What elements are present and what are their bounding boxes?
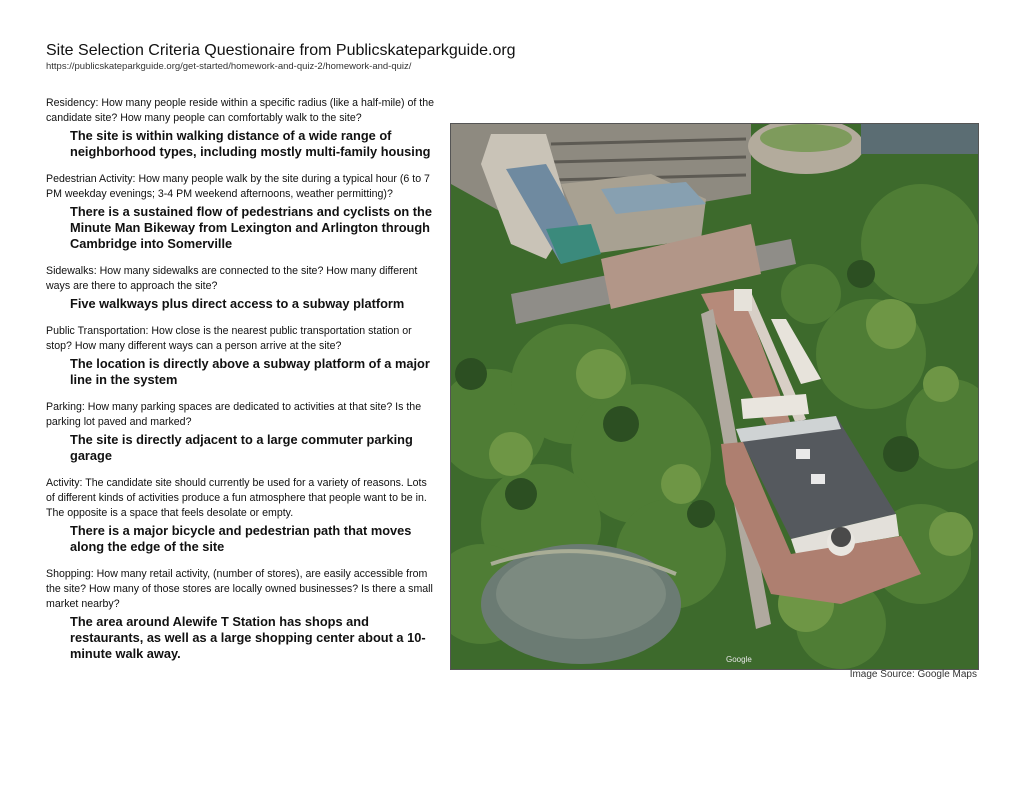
criterion-activity bbox=[46, 476, 438, 555]
question-text: Sidewalks: How many sidewalks are connected to the site? How many different ways are there to approach the site? bbox=[46, 265, 418, 292]
criterion-parking bbox=[46, 400, 438, 464]
aerial-photo bbox=[450, 123, 979, 670]
answer-text: There is a sustained flow of pedestrians and cyclists on the Minute Man Bikeway from Lexington and Arlington through Cambridge into Somerville bbox=[70, 204, 432, 251]
page-title: Site Selection Criteria Questionaire from Publicskateparkguide.org bbox=[46, 42, 516, 59]
answer-text: Five walkways plus direct access to a subway platform bbox=[70, 296, 405, 311]
criteria-list bbox=[46, 96, 438, 674]
image-credit: Image Source: Google Maps bbox=[849, 669, 977, 680]
answer-text: The area around Alewife T Station has shops and restaurants, as well as a large shopping center about a 10-minute walk away. bbox=[70, 614, 426, 661]
question-text: Pedestrian Activity: How many people walk by the site during a typical hour (6 to 7 PM weekday evenings; 3-4 PM weekend afternoons, weather permitting)? bbox=[46, 173, 430, 200]
vent-top bbox=[831, 527, 851, 547]
answer-text: There is a major bicycle and pedestrian path that moves along the edge of the site bbox=[70, 523, 412, 554]
roof-vent bbox=[796, 449, 810, 459]
water-channel bbox=[861, 124, 978, 154]
source-url[interactable]: https://publicskateparkguide.org/get-started/homework-and-quiz-2/homework-and-quiz/ bbox=[46, 61, 412, 72]
criterion-shopping bbox=[46, 567, 438, 662]
answer-text: The site is directly adjacent to a large commuter parking garage bbox=[70, 432, 413, 463]
question-text: Activity: The candidate site should currently be used for a variety of reasons. Lots of different kinds of activities produce a fun atmosphere that people want to be in. The opposite is a space that feels desolate or empty. bbox=[46, 477, 427, 519]
criterion-residency bbox=[46, 96, 438, 160]
roof-vent bbox=[811, 474, 825, 484]
question-text: Residency: How many people reside within a specific radius (like a half-mile) of the candidate site? How many people can comfortably walk to the site? bbox=[46, 97, 435, 124]
criterion-pedestrian-activity bbox=[46, 172, 438, 252]
criterion-sidewalks bbox=[46, 264, 438, 312]
answer-text: The site is within walking distance of a wide range of neighborhood types, including mostly multi-family housing bbox=[70, 128, 431, 159]
question-text: Parking: How many parking spaces are dedicated to activities at that site? Is the parking lot paved and marked? bbox=[46, 401, 422, 428]
answer-text: The location is directly above a subway platform of a major line in the system bbox=[70, 356, 430, 387]
kiosk bbox=[734, 289, 752, 311]
map-watermark: Google bbox=[726, 655, 752, 664]
aerial-photo-illustration bbox=[451, 124, 978, 669]
question-text: Public Transportation: How close is the nearest public transportation station or stop? How many different ways can a person arrive at the site? bbox=[46, 325, 412, 352]
criterion-public-transportation bbox=[46, 324, 438, 388]
tower-roof-garden bbox=[760, 124, 852, 152]
question-text: Shopping: How many retail activity, (number of stores), are easily accessible from the site? How many of those stores are locally owned businesses? Is there a small market nearby? bbox=[46, 568, 433, 610]
